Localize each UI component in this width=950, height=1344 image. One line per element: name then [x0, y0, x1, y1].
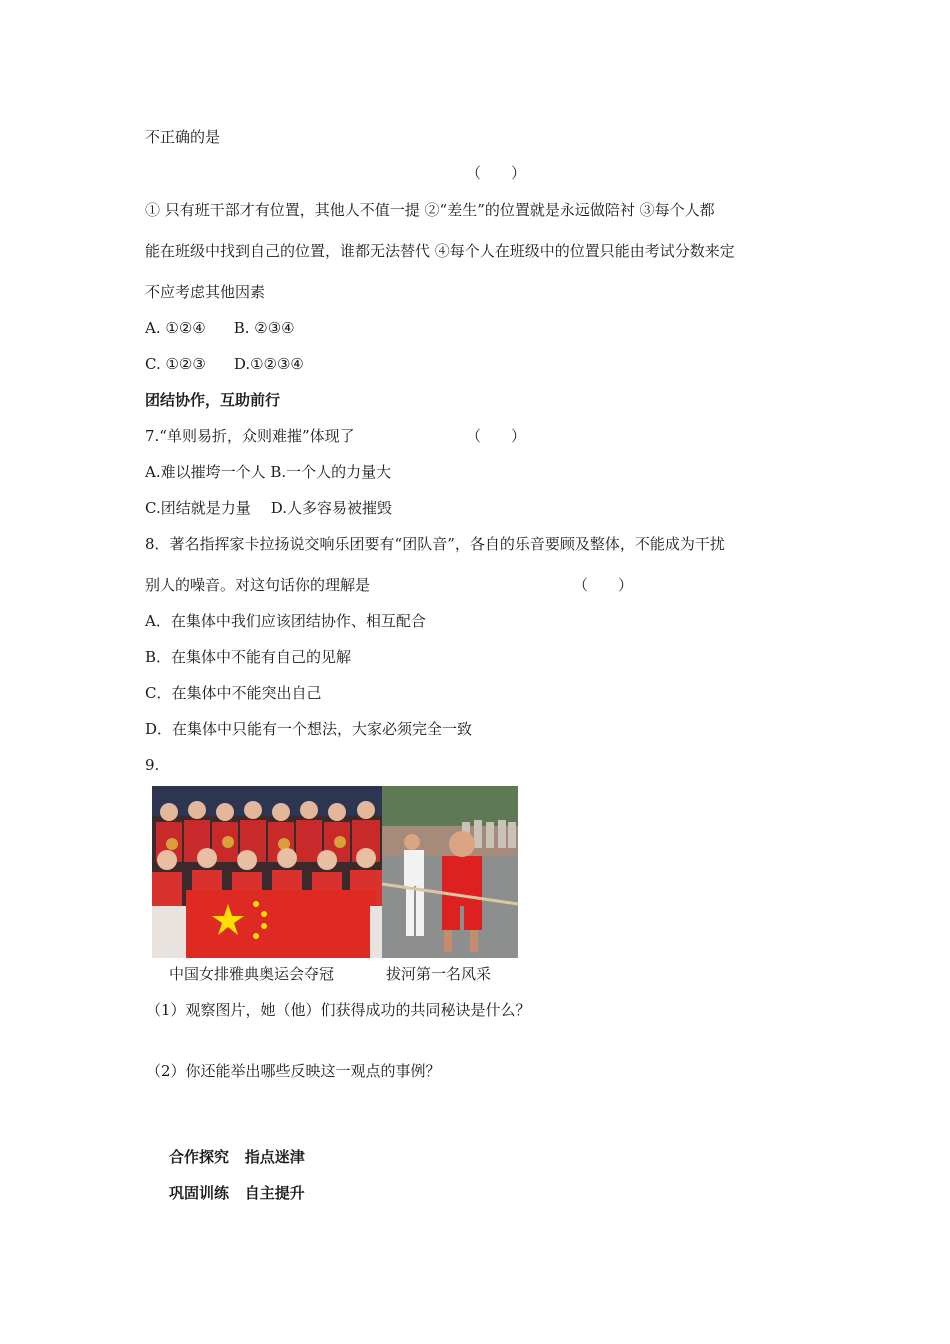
- caption-volleyball: 中国女排雅典奥运会夺冠: [169, 965, 335, 983]
- q8-answer-paren: （ ）: [573, 576, 634, 594]
- q7-options-cd: [145, 498, 392, 518]
- q7-stem: 7.“单则易折，众则难摧”体现了: [145, 427, 355, 445]
- q6-stem-tail: 不正确的是: [145, 128, 221, 146]
- q7-option-b: B.一个人的力量大: [270, 463, 392, 481]
- q9-sub-question-2: （2）你还能举出哪些反映这一观点的事例？: [146, 1062, 441, 1080]
- q8-option-c: C．在集体中不能突出自己: [145, 684, 322, 702]
- footer-cooperative-inquiry: [169, 1147, 305, 1167]
- footer-heading-1b: 指点迷津: [244, 1148, 305, 1166]
- q6-options-ab: [145, 318, 295, 338]
- q7-answer-paren: （ ）: [466, 427, 527, 445]
- footer-consolidation-training: [169, 1183, 305, 1203]
- q6-option-c: C. ①②③: [145, 355, 206, 373]
- q8-stem-line1: 8．著名指挥家卡拉扬说交响乐团要有“团队音”，各自的乐音要顾及整体，不能成为干扰: [145, 535, 725, 553]
- q7-option-a: A.难以摧垮一个人: [145, 463, 266, 481]
- q9-sub-question-1: （1）观察图片，她（他）们获得成功的共同秘诀是什么？: [146, 1001, 531, 1019]
- q6-answer-paren: （ ）: [466, 164, 527, 182]
- q6-option-d: D.①②③④: [233, 355, 304, 373]
- q6-option-b: B. ②③④: [233, 319, 295, 337]
- q6-statement-line3: 不应考虑其他因素: [145, 283, 266, 301]
- q7-option-c: C.团结就是力量: [145, 499, 251, 517]
- q8-stem-line2: 别人的噪音。对这句话你的理解是: [145, 576, 371, 594]
- q6-options-cd: [145, 354, 304, 374]
- volleyball-team-photo: [152, 786, 382, 958]
- q6-statement-line2: 能在班级中找到自己的位置，谁都无法替代 ④每个人在班级中的位置只能由考试分数来定: [145, 242, 735, 260]
- q8-option-a: A．在集体中我们应该团结协作、相互配合: [145, 612, 426, 630]
- q7-option-d: D.人多容易被摧毁: [270, 499, 392, 517]
- q7-options-ab: [145, 462, 391, 482]
- q8-option-b: B．在集体中不能有自己的见解: [145, 648, 352, 666]
- footer-heading-2b: 自主提升: [244, 1184, 305, 1202]
- q6-statement-line1: ① 只有班干部才有位置，其他人不值一提 ②“差生”的位置就是永远做陪衬 ③每个人都: [145, 201, 715, 219]
- footer-heading-2a: 巩固训练: [169, 1184, 230, 1202]
- caption-tug-of-war: 拔河第一名风采: [386, 965, 492, 983]
- q6-option-a: A. ①②④: [145, 319, 206, 337]
- tug-of-war-photo: [382, 786, 518, 958]
- footer-heading-1a: 合作探究: [169, 1148, 230, 1166]
- q8-option-d: D．在集体中只能有一个想法，大家必须完全一致: [145, 720, 473, 738]
- q9-number: 9.: [145, 756, 160, 774]
- section-heading: 团结协作，互助前行: [145, 391, 281, 409]
